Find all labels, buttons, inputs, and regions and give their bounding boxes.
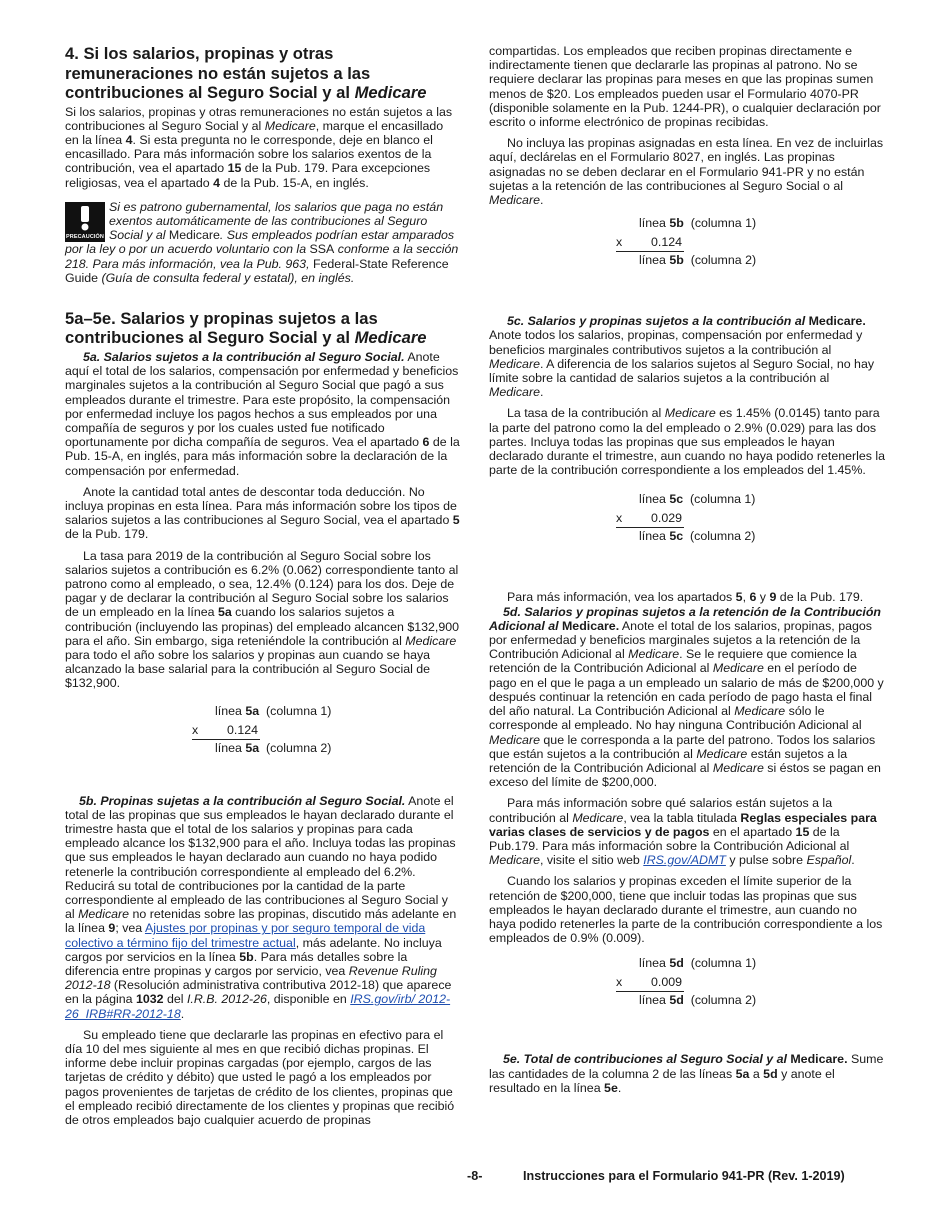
line-5d-paragraph-3: Cuando los salarios y propinas exceden el límite superior de la retención de $200,000, tiene que incluir todas las propinas que sus empleados le hayan declarado durante el trimestre, aun cuando no haya podido retenerles la parte de la contribución correspondiente a los empleados de 0.9% (0.009). <box>489 874 883 946</box>
footer-title: Instrucciones para el Formulario 941-PR (Rev. 1-2019) <box>523 1169 845 1183</box>
line-5e-paragraph: 5e. Total de contribuciones al Seguro Social y al Medicare. Sume las cantidades de la columna 2 de las líneas 5a a 5d y anote el resultado en la línea 5e. <box>489 1052 884 1095</box>
section-4-paragraph: Si los salarios, propinas y otras remuneraciones no están sujetos a las contribuciones al Seguro Social y al Medicare, marque el encasillado en la línea 4. Si esta pregunta no le corresponde, deje en blanco el encasillado. Para más información sobre los salarios exentos de la contribución, vea el apartado 15 de la Pub. 179. Para excepciones religiosas, vea el apartado 4 de la Pub. 15-A, en inglés. <box>65 104 453 190</box>
line-5b-paragraph-3: No incluya las propinas asignadas en esta línea. En vez de incluirlas aquí, declárelas en el Formulario 8027, en inglés. Las propinas asignadas no se deben declarar en el Formulario 941-PR y no están sujetas a la retención de las contribuciones al Seguro Social o al Medicare. <box>489 136 884 208</box>
admt-link[interactable]: IRS.gov/ADMT <box>643 853 726 868</box>
line-5b-paragraph-1: 5b. Propinas sujetas a la contribución al Seguro Social. Anote el total de las propinas que sus empleados le hayan declarado durante el trimestre hasta que el total de los salarios y propinas para cada empleado alcance los $132,900 para el año. Incluya todas las propinas que sus empleados le hayan declarado aun cuando no haya podido retenerle la contribución correspondiente al empleado del 6.2%. Reducirá su total de contribuciones por la cantidad de la parte correspondiente al empleado de las contribuciones al Seguro Social y al Medicare no retenidas sobre las propinas, discutido más adelante en la línea 9; vea Ajustes por propinas y por seguro temporal de vida colectivo a término fijo del trimestre actual, más adelante. No incluya cargos por servicios en la línea 5b. Para más detalles sobre la diferencia entre propinas y cargos por servicio, vea Revenue Ruling 2012-18 (Resolución administrativa contributiva 2012-18) que aparece en la página 1032 del I.R.B. 2012-26, disponible en IRS.gov/irb/ 2012-26_IRB#RR-2012-18. <box>65 793 457 1021</box>
line-5c-paragraph-1: 5c. Salarios y propinas sujetos a la contribución al Medicare. Anote todos los salarios, propinas, compensación por enfermedad y beneficios marginales contributivos sujetos a la contribución al Medicare. A diferencia de los salarios sujetos al Seguro Social, no hay límite sobre la cantidad de salarios sujetos a la contribución al Medicare. <box>489 314 875 400</box>
calc-5a-row3: línea 5a (columna 2) <box>215 740 332 755</box>
line-5c-paragraph-3: Para más información, vea los apartados 5, 6 y 9 de la Pub. 179. <box>507 590 864 605</box>
line-5b-paragraph-2: Su empleado tiene que declararle las propinas en efectivo para el día 10 del mes siguiente al mes en que recibió dichas propinas. El informe debe incluir propinas cargadas (por ejemplo, cargos de las tarjetas de crédito y débito) que usted le pagó a los empleados por pagos provenientes de tarjetas de crédito de los clientes, propinas que el empleado recibió directamente de los clientes y propinas que recibió de otros empleados bajo cualquier acuerdo de propinas <box>65 1027 455 1128</box>
calc-5b: línea 5b (columna 1) x 0.124 línea 5b (columna 2) <box>616 216 757 268</box>
line-5d-paragraph-1: 5d. Salarios y propinas sujetos a la retención de la Contribución Adicional al Medicare. Anote el total de los salarios, propinas, pagos por enfermedad y beneficios marginales sujetos a la retención de la Contribución Adicional al Medicare. Se le requiere que comience la retención de la Contribución Adicional al Medicare en el período de pago en el que le paga a un empleado un salario de más de $200,000 y después continuar la retención en cada período de pago hasta el final del año natural. La Contribución Adicional al Medicare sólo le corresponde al empleado. No hay ninguna Contribución Adicional al Medicare que le corresponda a la parte del patrono. Todos los salarios que están sujetos a la contribución al Medicare están sujetos a la retención de la Contribución Adicional al Medicare si éstos se pagan en exceso del límite de $200,000. <box>489 604 884 790</box>
calc-5c: línea 5c (columna 1) x 0.029 línea 5c (columna 2) <box>616 492 756 544</box>
tips-adjustment-link[interactable]: Ajustes por propinas y por seguro temporal de vida colectivo a término fijo del trimestre actual <box>65 921 426 950</box>
section-5-heading: 5a–5e. Salarios y propinas sujetos a las contribuciones al Seguro Social y al Medicare <box>65 308 427 348</box>
caution-note: PRECAUCIÓN Si es patrono gubernamental, los salarios que paga no están exentos automáticamente de las contribuciones al Seguro Social y al Medicare. Sus empleados podrían estar amparados por la ley o por un acuerdo voluntario con la SSA conforme a la sección 218. Para más información, vea la Pub. 963, Federal-State Reference Guide (Guía de consulta federal y estatal), en inglés. <box>65 199 459 285</box>
line-5b-continued: compartidas. Los empleados que reciben propinas directamente e indirectamente tienen que declararle las propinas al patrono. No se requiere declarar las propinas para meses en que las propinas sumen menos de $20. Los empleados pueden usar el Formulario 4070-PR (disponible solamente en la Pub. 1244-PR), o cualquier declaración por escrito o informe electrónico de propinas recibidas. <box>489 44 881 130</box>
left-column <box>65 44 460 1134</box>
calc-5d: línea 5d (columna 1) x 0.009 línea 5d (columna 2) <box>616 956 757 1008</box>
line-5d-paragraph-2: Para más información sobre qué salarios están sujetos a la contribución al Medicare, vea la tabla titulada Reglas especiales para varias clases de servicios y de pagos en el apartado 15 de la Pub.179. Para más información sobre la Contribución Adicional al Medicare, visite el sitio web IRS.gov/ADMT y pulse sobre Español. <box>489 796 877 868</box>
calc-5a-row1: línea 5a (columna 1) <box>215 703 332 718</box>
irb-link[interactable]: IRS.gov/irb/ 2012-26_IRB#RR-2012-18 <box>65 992 451 1021</box>
calc-5a-x: x <box>192 722 199 737</box>
calc-5a <box>65 698 460 786</box>
right-column <box>489 44 886 1102</box>
section-4-heading: 4. Si los salarios, propinas y otras remuneraciones no están sujetos a las contribuciones al Seguro Social y al Medicare <box>65 44 427 102</box>
line-5a-paragraph-2: Anote la cantidad total antes de descontar toda deducción. No incluya propinas en esta línea. Para más información sobre los tipos de salarios sujetos a las contribuciones al Seguro Social, vea el apartado 5 de la Pub. 179. <box>65 484 460 542</box>
caution-icon: PRECAUCIÓN <box>65 202 105 242</box>
line-5a-paragraph-1: 5a. Salarios sujetos a la contribución al Seguro Social. Anote aquí el total de los salarios, compensación por enfermedad y beneficios marginales sujetos a la contribución al Seguro Social que pagó a sus empleados durante el trimestre. Para este propósito, la compensación por enfermedad incluye los pagos hechos a sus empleados por una compañía de seguros y por los cuales usted fue notificado oportunamente por dicha compañía de seguros. Vea el apartado 6 de la Pub. 15-A, en inglés, para más información sobre la declaración de la compensación por enfermedad. <box>65 349 460 478</box>
page-number: -8- <box>467 1169 483 1183</box>
line-5a-paragraph-3: La tasa para 2019 de la contribución al Seguro Social sobre los salarios sujetos a contribución es 6.2% (0.062) correspondiente tanto al patrono como al empleado, o sea, 12.4% (0.124) para los dos. Deje de pagar y de declarar la contribución al Seguro Social sobre los salarios de un empleado en la línea 5a cuando los salarios sujetos a contribución (incluyendo las propinas) del empleado alcancen $132,900 para el año. Sin embargo, siga reteniéndole la contribución al Medicare para todo el año sobre los salarios y propinas aun cuando se haya alcanzado la base salarial para la contribución al Seguro Social de $132,900. <box>65 548 460 691</box>
line-5c-paragraph-2: La tasa de la contribución al Medicare es 1.45% (0.0145) tanto para la parte del patrono como la del empleado o 2.9% (0.029) para las dos partes. Incluya todas las propinas que sus empleados le hayan declarado durante el trimestre, aun cuando no haya podido retenerles la parte de la contribución correspondiente a los empleados del 1.45%. <box>489 406 886 478</box>
calc-5a-rule <box>192 739 260 740</box>
calc-5a-rate: 0.124 <box>227 722 259 737</box>
